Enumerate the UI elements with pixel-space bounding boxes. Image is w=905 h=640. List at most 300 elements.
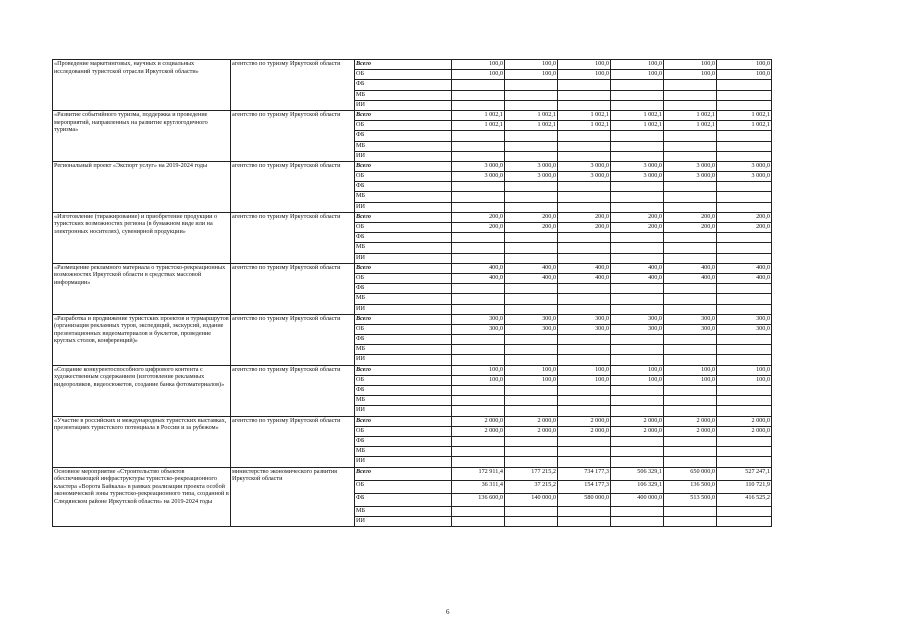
funding-source: Всего bbox=[355, 212, 452, 222]
amount-cell bbox=[452, 182, 505, 192]
amount-cell bbox=[505, 294, 558, 304]
executor: агентство по туризму Иркутской области bbox=[231, 212, 355, 263]
amount-cell: 100,0 bbox=[452, 70, 505, 80]
amount-cell: 1 002,1 bbox=[505, 121, 558, 131]
executor: агентство по туризму Иркутской области bbox=[231, 365, 355, 416]
amount-cell bbox=[452, 447, 505, 457]
amount-cell bbox=[717, 447, 772, 457]
amount-cell: 100,0 bbox=[505, 60, 558, 70]
amount-cell bbox=[611, 294, 664, 304]
amount-cell: 154 177,3 bbox=[558, 480, 611, 493]
amount-cell bbox=[558, 151, 611, 161]
executor: агентство по туризму Иркутской области bbox=[231, 161, 355, 212]
amount-cell bbox=[664, 80, 717, 90]
amount-cell: 100,0 bbox=[717, 60, 772, 70]
executor: агентство по туризму Иркутской области bbox=[231, 263, 355, 314]
amount-cell bbox=[611, 516, 664, 526]
amount-cell: 300,0 bbox=[664, 324, 717, 334]
amount-cell bbox=[611, 447, 664, 457]
amount-cell bbox=[664, 151, 717, 161]
amount-cell bbox=[717, 506, 772, 516]
amount-cell bbox=[558, 80, 611, 90]
amount-cell: 200,0 bbox=[717, 212, 772, 222]
amount-cell bbox=[558, 396, 611, 406]
amount-cell bbox=[505, 233, 558, 243]
amount-cell bbox=[558, 284, 611, 294]
funding-source: Всего bbox=[355, 416, 452, 426]
funding-source: ОБ bbox=[355, 121, 452, 131]
amount-cell: 100,0 bbox=[664, 375, 717, 385]
activity-name: «Изготовление (тиражирование) и приобретение продукции о туристских возможностях региона (в бумажном виде или на электронных носителях), сувенирной продукции» bbox=[53, 212, 231, 263]
amount-cell bbox=[558, 131, 611, 141]
amount-cell: 400,0 bbox=[505, 273, 558, 283]
activity-name: «Развитие событийного туризма, поддержка и проведение мероприятий, направленных на развитие круглогодичного туризма» bbox=[53, 110, 231, 161]
amount-cell: 100,0 bbox=[611, 70, 664, 80]
amount-cell bbox=[505, 457, 558, 467]
amount-cell bbox=[611, 182, 664, 192]
amount-cell bbox=[505, 141, 558, 151]
amount-cell: 1 002,1 bbox=[452, 121, 505, 131]
amount-cell bbox=[505, 345, 558, 355]
amount-cell: 3 000,0 bbox=[717, 161, 772, 171]
amount-cell bbox=[664, 506, 717, 516]
amount-cell bbox=[452, 457, 505, 467]
amount-cell: 100,0 bbox=[505, 375, 558, 385]
amount-cell: 100,0 bbox=[611, 375, 664, 385]
page-number: 6 bbox=[446, 608, 450, 616]
amount-cell: 100,0 bbox=[664, 70, 717, 80]
amount-cell: 527 247,1 bbox=[717, 467, 772, 480]
funding-source: ФБ bbox=[355, 436, 452, 446]
amount-cell bbox=[611, 436, 664, 446]
amount-cell bbox=[611, 284, 664, 294]
amount-cell bbox=[505, 447, 558, 457]
amount-cell: 1 002,1 bbox=[664, 110, 717, 120]
amount-cell bbox=[505, 436, 558, 446]
amount-cell: 400,0 bbox=[558, 263, 611, 273]
amount-cell bbox=[717, 386, 772, 396]
amount-cell bbox=[717, 345, 772, 355]
activity-name: «Участие в российских и международных туристских выставках, презентациях туристского потенциала в России и за рубежом» bbox=[53, 416, 231, 467]
amount-cell bbox=[611, 141, 664, 151]
amount-cell bbox=[611, 233, 664, 243]
amount-cell bbox=[717, 151, 772, 161]
funding-source: ИИ bbox=[355, 516, 452, 526]
amount-cell bbox=[505, 335, 558, 345]
funding-source: ФБ bbox=[355, 233, 452, 243]
amount-cell: 650 000,0 bbox=[664, 467, 717, 480]
funding-source: ФБ bbox=[355, 335, 452, 345]
amount-cell bbox=[505, 182, 558, 192]
amount-cell bbox=[452, 345, 505, 355]
amount-cell: 300,0 bbox=[505, 324, 558, 334]
amount-cell: 100,0 bbox=[558, 70, 611, 80]
amount-cell bbox=[452, 506, 505, 516]
amount-cell bbox=[505, 192, 558, 202]
amount-cell bbox=[611, 90, 664, 100]
amount-cell bbox=[452, 202, 505, 212]
amount-cell bbox=[505, 355, 558, 365]
funding-source: ИИ bbox=[355, 355, 452, 365]
table-row bbox=[53, 467, 772, 480]
funding-source: Всего bbox=[355, 467, 452, 480]
funding-source: ОБ bbox=[355, 172, 452, 182]
amount-cell bbox=[717, 233, 772, 243]
amount-cell bbox=[505, 253, 558, 263]
amount-cell bbox=[558, 192, 611, 202]
amount-cell: 400,0 bbox=[452, 273, 505, 283]
amount-cell bbox=[717, 355, 772, 365]
funding-source: Всего bbox=[355, 161, 452, 171]
funding-source: МБ bbox=[355, 90, 452, 100]
amount-cell: 110 721,9 bbox=[717, 480, 772, 493]
amount-cell bbox=[664, 457, 717, 467]
amount-cell bbox=[505, 151, 558, 161]
amount-cell: 100,0 bbox=[717, 375, 772, 385]
amount-cell bbox=[505, 243, 558, 253]
budget-table bbox=[52, 59, 772, 527]
amount-cell: 100,0 bbox=[664, 60, 717, 70]
amount-cell: 400,0 bbox=[717, 263, 772, 273]
amount-cell: 100,0 bbox=[452, 375, 505, 385]
amount-cell bbox=[611, 80, 664, 90]
amount-cell bbox=[717, 294, 772, 304]
amount-cell bbox=[452, 131, 505, 141]
amount-cell: 400,0 bbox=[452, 263, 505, 273]
amount-cell: 200,0 bbox=[505, 223, 558, 233]
amount-cell bbox=[558, 90, 611, 100]
amount-cell bbox=[717, 335, 772, 345]
amount-cell: 300,0 bbox=[558, 324, 611, 334]
amount-cell bbox=[611, 335, 664, 345]
amount-cell: 136 600,0 bbox=[452, 493, 505, 506]
amount-cell bbox=[505, 396, 558, 406]
funding-source: ИИ bbox=[355, 151, 452, 161]
amount-cell bbox=[611, 386, 664, 396]
funding-source: ОБ bbox=[355, 70, 452, 80]
amount-cell bbox=[664, 182, 717, 192]
amount-cell bbox=[452, 253, 505, 263]
executor: агентство по туризму Иркутской области bbox=[231, 416, 355, 467]
executor: министерство экономического развития Иркутской области bbox=[231, 467, 355, 526]
amount-cell bbox=[611, 355, 664, 365]
executor: агентство по туризму Иркутской области bbox=[231, 110, 355, 161]
amount-cell: 3 000,0 bbox=[664, 161, 717, 171]
amount-cell bbox=[717, 516, 772, 526]
amount-cell: 2 000,0 bbox=[717, 426, 772, 436]
amount-cell: 300,0 bbox=[505, 314, 558, 324]
amount-cell: 1 002,1 bbox=[717, 110, 772, 120]
amount-cell: 136 500,0 bbox=[664, 480, 717, 493]
amount-cell: 172 911,4 bbox=[452, 467, 505, 480]
amount-cell bbox=[664, 284, 717, 294]
amount-cell bbox=[717, 436, 772, 446]
funding-source: Всего bbox=[355, 314, 452, 324]
amount-cell: 400 000,0 bbox=[611, 493, 664, 506]
funding-source: МБ bbox=[355, 447, 452, 457]
amount-cell bbox=[664, 335, 717, 345]
amount-cell bbox=[558, 294, 611, 304]
amount-cell: 200,0 bbox=[452, 212, 505, 222]
amount-cell: 3 000,0 bbox=[611, 161, 664, 171]
amount-cell: 300,0 bbox=[452, 324, 505, 334]
amount-cell bbox=[505, 131, 558, 141]
amount-cell bbox=[452, 141, 505, 151]
amount-cell: 200,0 bbox=[611, 212, 664, 222]
funding-source: ОБ bbox=[355, 223, 452, 233]
amount-cell bbox=[664, 386, 717, 396]
amount-cell: 1 002,1 bbox=[558, 121, 611, 131]
amount-cell: 400,0 bbox=[611, 273, 664, 283]
amount-cell: 416 525,2 bbox=[717, 493, 772, 506]
amount-cell: 3 000,0 bbox=[717, 172, 772, 182]
amount-cell: 100,0 bbox=[558, 375, 611, 385]
activity-name: «Создание конкурентоспособного цифрового контента с художественным содержанием (изготовление рекламных видеороликов, видеосюжетов, создание банка фотоматериалов)» bbox=[53, 365, 231, 416]
amount-cell bbox=[558, 355, 611, 365]
funding-source: ФБ bbox=[355, 182, 452, 192]
amount-cell: 1 002,1 bbox=[611, 121, 664, 131]
amount-cell bbox=[452, 192, 505, 202]
amount-cell bbox=[452, 100, 505, 110]
amount-cell: 100,0 bbox=[452, 365, 505, 375]
table-row bbox=[53, 110, 772, 120]
amount-cell bbox=[611, 304, 664, 314]
amount-cell: 200,0 bbox=[664, 223, 717, 233]
funding-source: МБ bbox=[355, 345, 452, 355]
amount-cell: 100,0 bbox=[505, 70, 558, 80]
amount-cell bbox=[558, 141, 611, 151]
amount-cell bbox=[717, 131, 772, 141]
amount-cell: 200,0 bbox=[505, 212, 558, 222]
amount-cell bbox=[558, 457, 611, 467]
amount-cell bbox=[664, 233, 717, 243]
amount-cell bbox=[717, 406, 772, 416]
amount-cell: 200,0 bbox=[452, 223, 505, 233]
amount-cell: 200,0 bbox=[611, 223, 664, 233]
amount-cell bbox=[558, 447, 611, 457]
amount-cell: 100,0 bbox=[558, 60, 611, 70]
amount-cell bbox=[558, 100, 611, 110]
funding-source: Всего bbox=[355, 60, 452, 70]
table-row bbox=[53, 365, 772, 375]
amount-cell: 2 000,0 bbox=[452, 426, 505, 436]
amount-cell: 2 000,0 bbox=[505, 426, 558, 436]
amount-cell bbox=[452, 151, 505, 161]
amount-cell bbox=[664, 141, 717, 151]
amount-cell bbox=[452, 355, 505, 365]
amount-cell bbox=[558, 506, 611, 516]
amount-cell bbox=[505, 100, 558, 110]
amount-cell: 2 000,0 bbox=[611, 416, 664, 426]
amount-cell: 3 000,0 bbox=[505, 161, 558, 171]
amount-cell bbox=[452, 233, 505, 243]
amount-cell bbox=[717, 141, 772, 151]
amount-cell: 200,0 bbox=[717, 223, 772, 233]
amount-cell: 100,0 bbox=[558, 365, 611, 375]
amount-cell bbox=[452, 335, 505, 345]
amount-cell bbox=[717, 304, 772, 314]
amount-cell bbox=[505, 304, 558, 314]
amount-cell: 100,0 bbox=[717, 365, 772, 375]
amount-cell: 580 000,0 bbox=[558, 493, 611, 506]
amount-cell bbox=[717, 80, 772, 90]
amount-cell bbox=[558, 436, 611, 446]
amount-cell bbox=[717, 457, 772, 467]
amount-cell: 1 002,1 bbox=[452, 110, 505, 120]
amount-cell: 1 002,1 bbox=[558, 110, 611, 120]
amount-cell: 400,0 bbox=[717, 273, 772, 283]
amount-cell bbox=[717, 202, 772, 212]
amount-cell: 3 000,0 bbox=[452, 161, 505, 171]
amount-cell bbox=[452, 436, 505, 446]
funding-source: ФБ bbox=[355, 386, 452, 396]
amount-cell: 100,0 bbox=[611, 365, 664, 375]
amount-cell: 400,0 bbox=[664, 273, 717, 283]
activity-name: «Проведение маркетинговых, научных и социальных исследований туристской отрасли Иркутской области» bbox=[53, 60, 231, 111]
amount-cell bbox=[558, 233, 611, 243]
funding-source: МБ bbox=[355, 243, 452, 253]
funding-source: ФБ bbox=[355, 131, 452, 141]
activity-name: «Размещение рекламного материала о туристско-рекреационных возможностях Иркутской области в средствах массовой информации» bbox=[53, 263, 231, 314]
amount-cell bbox=[558, 243, 611, 253]
funding-source: ОБ bbox=[355, 426, 452, 436]
amount-cell bbox=[664, 436, 717, 446]
amount-cell bbox=[558, 386, 611, 396]
amount-cell bbox=[505, 284, 558, 294]
amount-cell: 3 000,0 bbox=[558, 161, 611, 171]
amount-cell bbox=[611, 406, 664, 416]
funding-source: ИИ bbox=[355, 100, 452, 110]
amount-cell: 2 000,0 bbox=[505, 416, 558, 426]
amount-cell bbox=[558, 406, 611, 416]
amount-cell: 3 000,0 bbox=[611, 172, 664, 182]
amount-cell: 300,0 bbox=[452, 314, 505, 324]
amount-cell bbox=[611, 243, 664, 253]
activity-name: Региональный проект «Экспорт услуг» на 2019-2024 годы bbox=[53, 161, 231, 212]
amount-cell bbox=[452, 406, 505, 416]
funding-source: МБ bbox=[355, 192, 452, 202]
amount-cell bbox=[505, 386, 558, 396]
amount-cell: 400,0 bbox=[664, 263, 717, 273]
amount-cell: 200,0 bbox=[664, 212, 717, 222]
amount-cell bbox=[664, 243, 717, 253]
funding-source: ИИ bbox=[355, 406, 452, 416]
funding-source: Всего bbox=[355, 110, 452, 120]
amount-cell bbox=[505, 90, 558, 100]
amount-cell: 2 000,0 bbox=[664, 426, 717, 436]
amount-cell bbox=[664, 516, 717, 526]
amount-cell: 513 500,0 bbox=[664, 493, 717, 506]
amount-cell: 2 000,0 bbox=[558, 426, 611, 436]
amount-cell: 100,0 bbox=[611, 60, 664, 70]
amount-cell bbox=[717, 284, 772, 294]
amount-cell: 506 329,1 bbox=[611, 467, 664, 480]
amount-cell bbox=[611, 396, 664, 406]
amount-cell bbox=[452, 294, 505, 304]
amount-cell: 3 000,0 bbox=[452, 172, 505, 182]
amount-cell bbox=[505, 506, 558, 516]
funding-source: ИИ bbox=[355, 457, 452, 467]
activity-name: «Разработка и продвижение туристских проектов и турмаршрутов (организация рекламных туров, экспедиций, экскурсий, издание презентационных видеоматериалов и буклетов, проведение круглых столов, конференций)» bbox=[53, 314, 231, 365]
amount-cell: 300,0 bbox=[664, 314, 717, 324]
amount-cell: 100,0 bbox=[452, 60, 505, 70]
amount-cell: 37 215,2 bbox=[505, 480, 558, 493]
funding-source: ОБ bbox=[355, 273, 452, 283]
table-row bbox=[53, 60, 772, 70]
amount-cell bbox=[611, 192, 664, 202]
amount-cell: 300,0 bbox=[611, 314, 664, 324]
amount-cell: 2 000,0 bbox=[717, 416, 772, 426]
amount-cell: 2 000,0 bbox=[611, 426, 664, 436]
amount-cell: 300,0 bbox=[717, 314, 772, 324]
amount-cell bbox=[452, 80, 505, 90]
amount-cell bbox=[664, 100, 717, 110]
executor: агентство по туризму Иркутской области bbox=[231, 314, 355, 365]
amount-cell: 100,0 bbox=[505, 365, 558, 375]
amount-cell bbox=[505, 202, 558, 212]
funding-source: ФБ bbox=[355, 284, 452, 294]
funding-source: Всего bbox=[355, 263, 452, 273]
amount-cell bbox=[717, 182, 772, 192]
amount-cell bbox=[611, 506, 664, 516]
funding-source: МБ bbox=[355, 141, 452, 151]
amount-cell bbox=[664, 192, 717, 202]
table-row bbox=[53, 314, 772, 324]
amount-cell: 3 000,0 bbox=[664, 172, 717, 182]
amount-cell: 140 000,0 bbox=[505, 493, 558, 506]
amount-cell bbox=[717, 90, 772, 100]
amount-cell bbox=[558, 202, 611, 212]
amount-cell: 1 002,1 bbox=[717, 121, 772, 131]
amount-cell: 1 002,1 bbox=[611, 110, 664, 120]
amount-cell bbox=[717, 100, 772, 110]
table-row bbox=[53, 416, 772, 426]
amount-cell: 200,0 bbox=[558, 223, 611, 233]
funding-source: ИИ bbox=[355, 202, 452, 212]
amount-cell: 200,0 bbox=[558, 212, 611, 222]
amount-cell bbox=[664, 294, 717, 304]
amount-cell bbox=[717, 253, 772, 263]
amount-cell bbox=[664, 406, 717, 416]
amount-cell bbox=[558, 304, 611, 314]
amount-cell bbox=[505, 80, 558, 90]
amount-cell: 3 000,0 bbox=[558, 172, 611, 182]
amount-cell bbox=[717, 192, 772, 202]
funding-source: ИИ bbox=[355, 253, 452, 263]
amount-cell bbox=[505, 406, 558, 416]
amount-cell bbox=[664, 253, 717, 263]
funding-source: ОБ bbox=[355, 480, 452, 493]
amount-cell: 106 329,1 bbox=[611, 480, 664, 493]
amount-cell bbox=[664, 202, 717, 212]
funding-source: ИИ bbox=[355, 304, 452, 314]
amount-cell: 177 215,2 bbox=[505, 467, 558, 480]
amount-cell bbox=[452, 90, 505, 100]
amount-cell: 300,0 bbox=[717, 324, 772, 334]
amount-cell bbox=[452, 386, 505, 396]
amount-cell bbox=[452, 243, 505, 253]
table-row bbox=[53, 263, 772, 273]
amount-cell: 36 311,4 bbox=[452, 480, 505, 493]
activity-name: Основное мероприятие «Строительство объектов обеспечивающей инфраструктуры туристско-рекреационного кластера «Ворота Байкала» в рамках реализации проекта особой экономической зоны туристско-рекреационного типа, созданной в Слюдянском районе Иркутской области» на 2019-2024 годы bbox=[53, 467, 231, 526]
amount-cell bbox=[664, 447, 717, 457]
amount-cell bbox=[611, 202, 664, 212]
amount-cell bbox=[452, 284, 505, 294]
amount-cell bbox=[664, 355, 717, 365]
amount-cell bbox=[717, 243, 772, 253]
amount-cell bbox=[611, 345, 664, 355]
amount-cell: 1 002,1 bbox=[664, 121, 717, 131]
